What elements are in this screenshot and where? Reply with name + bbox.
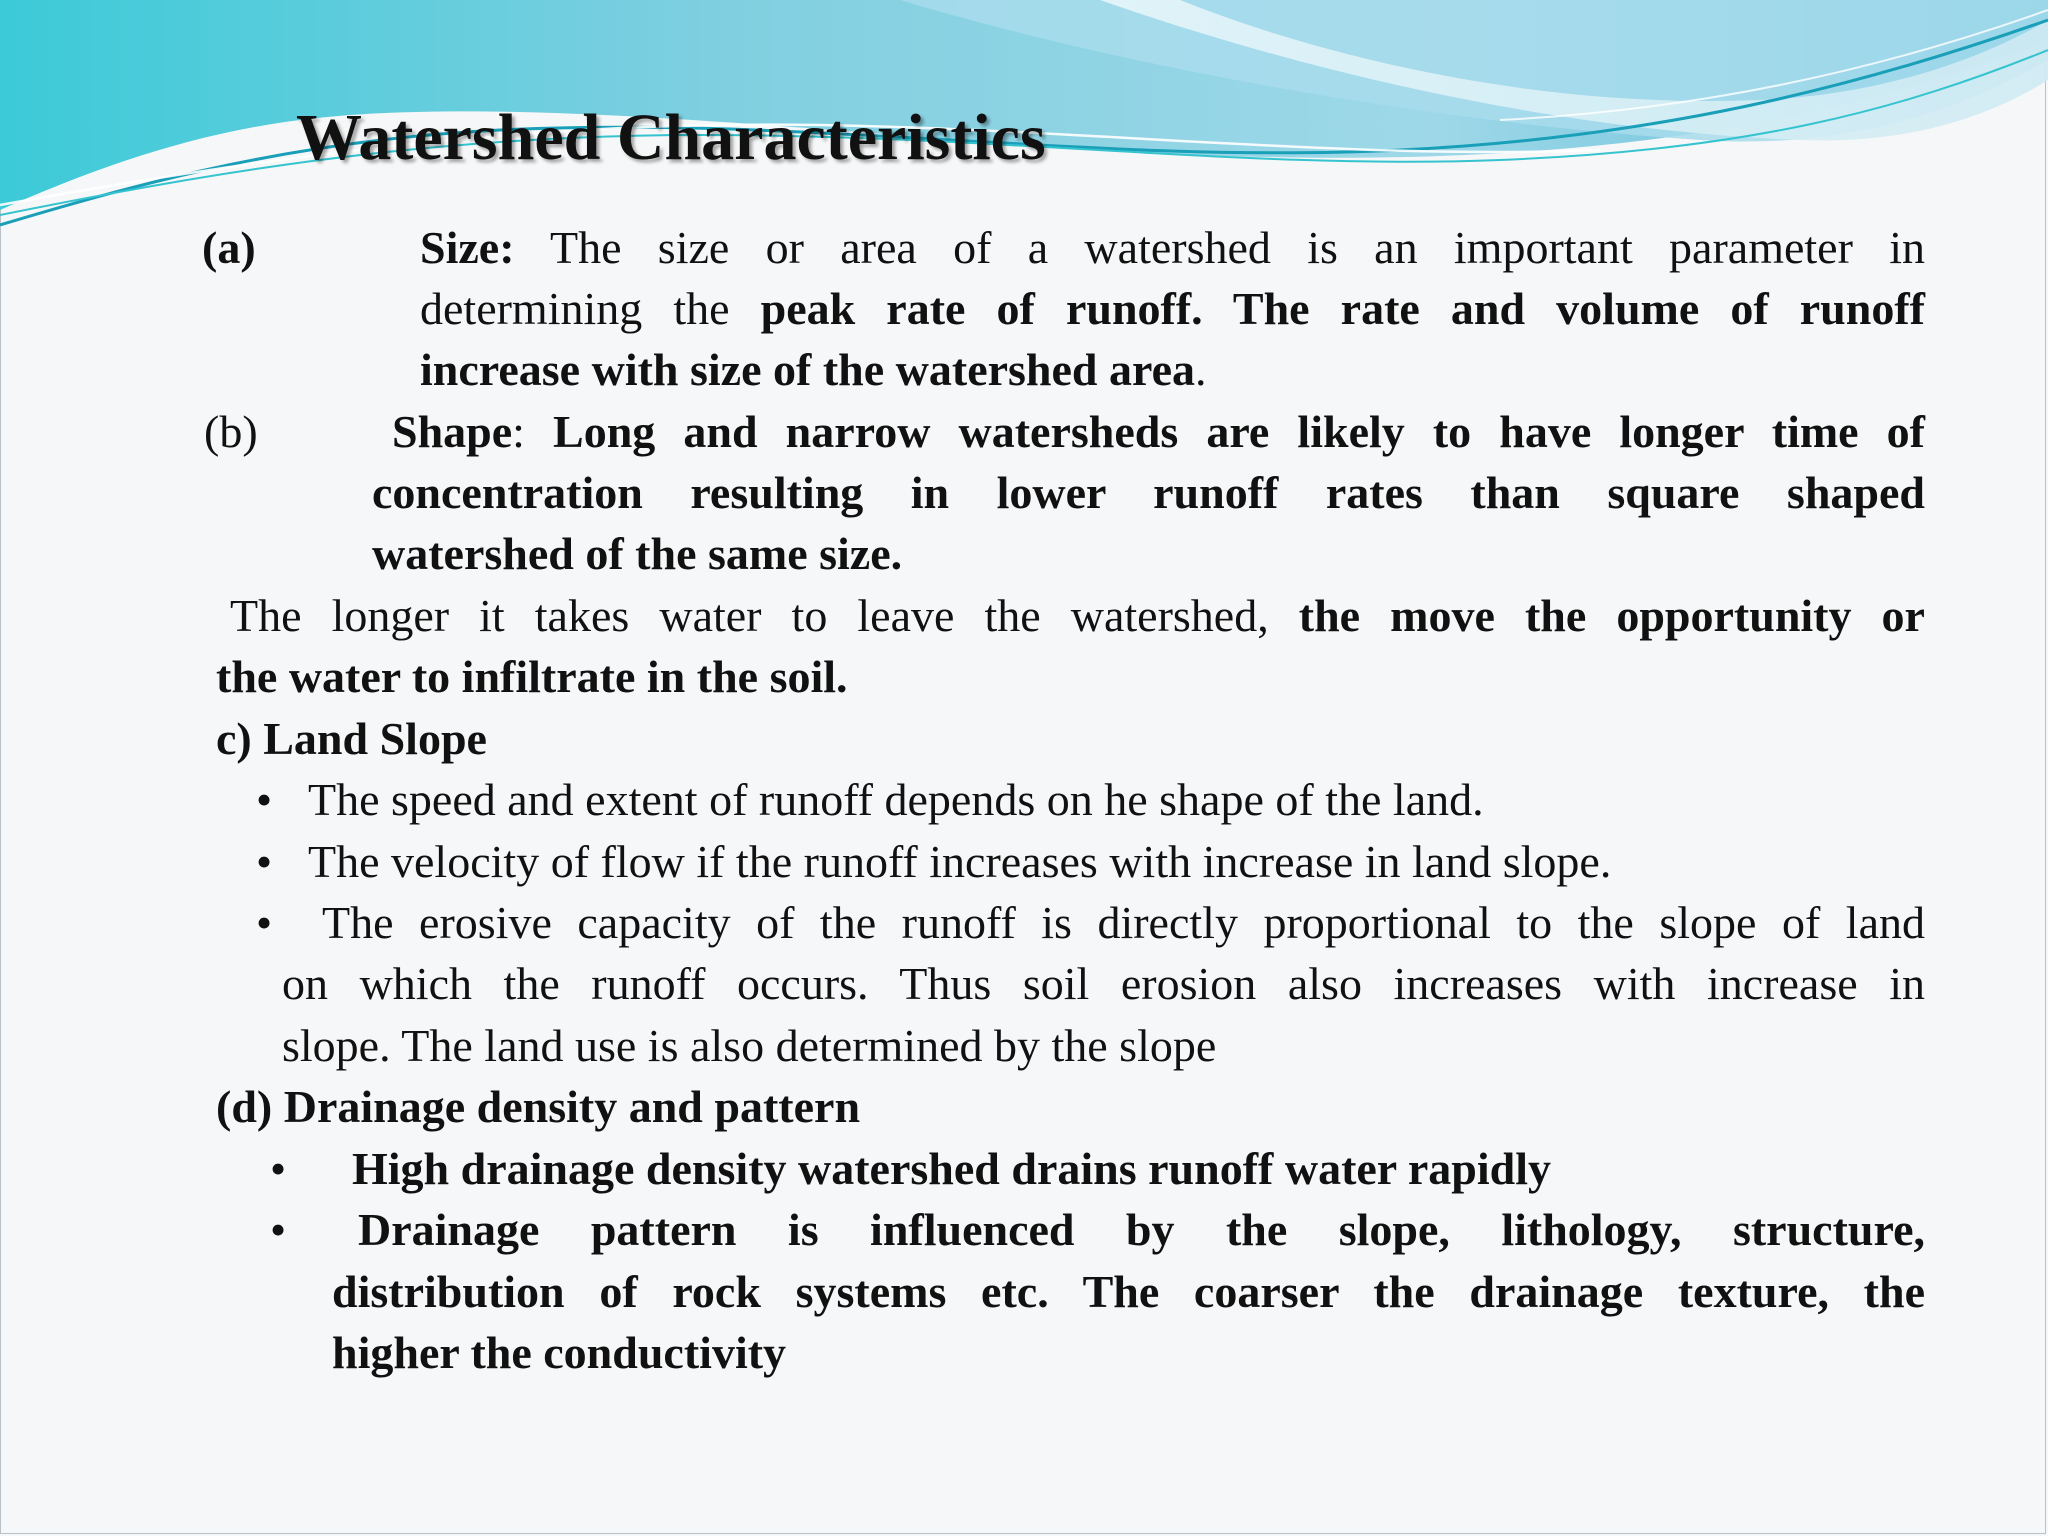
section-c-bullet-3-line-2: on which the runoff occurs. Thus soil erosion also increases with increase in	[282, 958, 1925, 1009]
section-c-heading: c) Land Slope	[216, 713, 487, 764]
section-d-bullet-1: High drainage density watershed drains runoff water rapidly	[352, 1143, 1552, 1194]
section-c-bullet-2: The velocity of flow if the runoff increases with increase in land slope.	[308, 836, 1612, 887]
section-c-bullet-3-line-3: slope. The land use is also determined by the slope	[282, 1020, 1217, 1071]
slide-title: Watershed Characteristics	[296, 101, 1046, 174]
section-a-line-1: Size: The size or area of a watershed is an important parameter in	[420, 222, 1925, 273]
section-a-line-2: determining the peak rate of runoff. The rate and volume of runoff	[420, 283, 1925, 334]
section-b-line-1: Shape: Long and narrow watersheds are likely to have longer time of	[392, 406, 1925, 457]
bullet-icon: •	[270, 1143, 287, 1194]
section-a-line-3: increase with size of the watershed area.	[420, 344, 1207, 395]
section-c-bullet-3-line-1: The erosive capacity of the runoff is directly proportional to the slope of land	[322, 897, 1925, 948]
section-d-bullet-2-line-3: higher the conductivity	[332, 1327, 787, 1378]
bullet-icon: •	[256, 836, 273, 887]
section-b-marker: (b)	[204, 406, 258, 457]
section-b-line-2: concentration resulting in lower runoff rates than square shaped	[372, 467, 1925, 518]
section-d-heading: (d) Drainage density and pattern	[216, 1081, 861, 1132]
note-line-2: the water to infiltrate in the soil.	[216, 651, 848, 702]
section-b-line-3: watershed of the same size.	[372, 528, 903, 579]
bullet-icon: •	[270, 1204, 287, 1255]
section-c-bullet-1: The speed and extent of runoff depends on he shape of the land.	[308, 774, 1484, 825]
bullet-icon: •	[256, 774, 273, 825]
bullet-icon: •	[256, 897, 273, 948]
section-d-bullet-2-line-2: distribution of rock systems etc. The coarser the drainage texture, the	[332, 1266, 1925, 1317]
note-line-1: The longer it takes water to leave the watershed, the move the opportunity or	[230, 590, 1925, 641]
section-d-bullet-2-line-1: Drainage pattern is influenced by the slope, lithology, structure,	[358, 1204, 1925, 1255]
section-a-marker: (a)	[202, 222, 256, 273]
